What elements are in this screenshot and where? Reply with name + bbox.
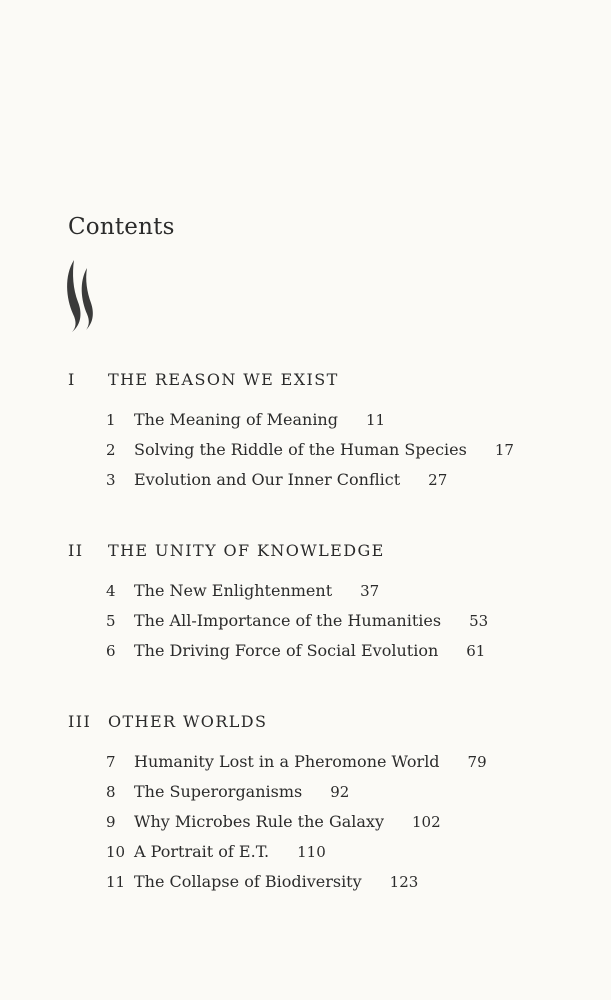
part-title: THE UNITY OF KNOWLEDGE bbox=[108, 541, 385, 560]
chapter-entry bbox=[68, 440, 588, 470]
chapter-number: 5 bbox=[106, 612, 116, 630]
chapter-title: The Superorganisms bbox=[134, 782, 303, 801]
chapter-page: 27 bbox=[428, 471, 448, 489]
chapter-entry bbox=[68, 752, 588, 782]
chapter-number: 11 bbox=[106, 873, 126, 891]
chapter-list bbox=[68, 410, 588, 500]
chapter-number: 7 bbox=[106, 753, 116, 771]
chapter-page: 53 bbox=[469, 612, 489, 630]
chapter-title: Solving the Riddle of the Human Species bbox=[134, 440, 467, 459]
chapter-page: 102 bbox=[411, 813, 441, 831]
chapter-page: 92 bbox=[330, 783, 350, 801]
part-numeral: II bbox=[68, 541, 84, 560]
chapter-number: 1 bbox=[106, 411, 116, 429]
chapter-number: 9 bbox=[106, 813, 116, 831]
chapter-entry bbox=[68, 782, 588, 812]
chapter-page: 37 bbox=[360, 582, 380, 600]
chapter-title: The New Enlightenment bbox=[134, 581, 333, 600]
chapter-entry bbox=[68, 611, 588, 641]
chapter-number: 8 bbox=[106, 783, 116, 801]
chapter-page: 123 bbox=[389, 873, 419, 891]
part-heading bbox=[68, 370, 588, 396]
part-heading bbox=[68, 712, 588, 738]
part-title: THE REASON WE EXIST bbox=[108, 370, 339, 389]
chapter-page: 79 bbox=[467, 753, 487, 771]
chapter-title: The Driving Force of Social Evolution bbox=[134, 641, 439, 660]
part-title: OTHER WORLDS bbox=[108, 712, 268, 731]
part-numeral: III bbox=[68, 712, 92, 731]
chapter-title: Evolution and Our Inner Conflict bbox=[134, 470, 401, 489]
chapter-entry bbox=[68, 872, 588, 902]
chapter-title: The All-Importance of the Humanities bbox=[134, 611, 442, 630]
page-title: Contents bbox=[68, 214, 175, 240]
part-2 bbox=[68, 541, 588, 671]
part-3 bbox=[68, 712, 588, 902]
chapter-entry bbox=[68, 812, 588, 842]
chapter-number: 3 bbox=[106, 471, 116, 489]
flourish-ornament-icon bbox=[60, 256, 100, 336]
chapter-title: Why Microbes Rule the Galaxy bbox=[134, 812, 384, 831]
chapter-number: 4 bbox=[106, 582, 116, 600]
chapter-page: 11 bbox=[365, 411, 386, 429]
part-1 bbox=[68, 370, 588, 500]
chapter-entry bbox=[68, 470, 588, 500]
chapter-number: 10 bbox=[106, 843, 126, 861]
chapter-title: The Meaning of Meaning bbox=[134, 410, 338, 429]
chapter-page: 61 bbox=[466, 642, 486, 660]
chapter-list bbox=[68, 752, 588, 902]
chapter-page: 17 bbox=[494, 441, 514, 459]
chapter-entry bbox=[68, 842, 588, 872]
chapter-entry bbox=[68, 581, 588, 611]
chapter-list bbox=[68, 581, 588, 671]
chapter-title: The Collapse of Biodiversity bbox=[134, 872, 362, 891]
chapter-title: A Portrait of E.T. bbox=[134, 842, 270, 861]
chapter-number: 6 bbox=[106, 642, 116, 660]
chapter-title: Humanity Lost in a Pheromone World bbox=[134, 752, 440, 771]
chapter-number: 2 bbox=[106, 441, 116, 459]
chapter-entry bbox=[68, 641, 588, 671]
part-numeral: I bbox=[68, 370, 76, 389]
part-heading bbox=[68, 541, 588, 567]
chapter-entry bbox=[68, 410, 588, 440]
chapter-page: 110 bbox=[297, 843, 326, 861]
